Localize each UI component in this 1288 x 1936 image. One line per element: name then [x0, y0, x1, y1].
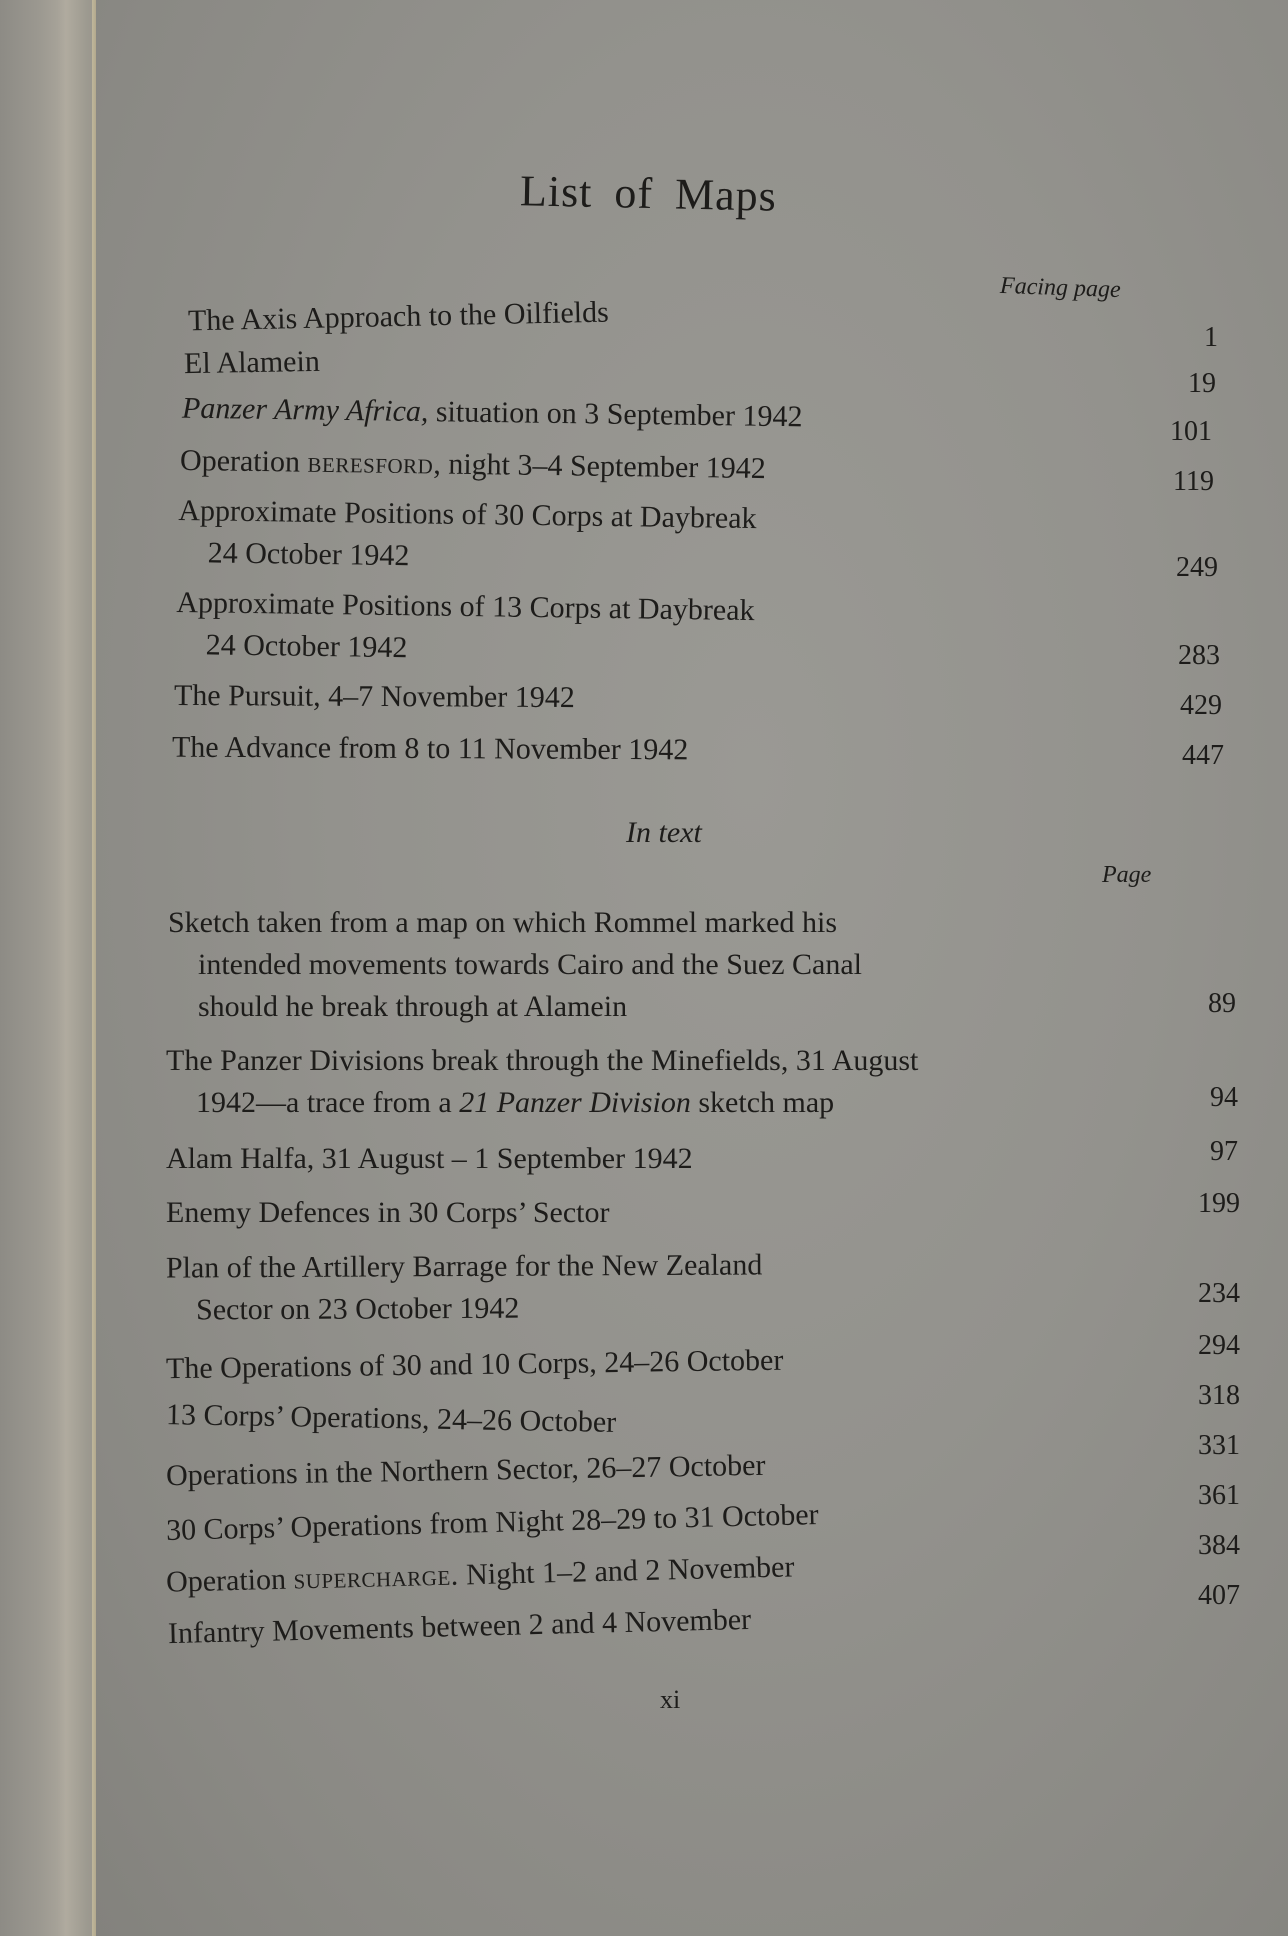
entry-title: Night 1–2 and 2 November	[458, 1550, 795, 1592]
map-entry	[166, 1244, 763, 1331]
page-number: 119	[1173, 466, 1214, 497]
operation-name: supercharge.	[293, 1558, 460, 1596]
entry-title-continuation: Sector on 23 October 1942	[196, 1291, 520, 1327]
entry-title: Operation	[165, 1562, 294, 1599]
map-entry	[182, 388, 803, 439]
entry-title: El Alamein	[183, 344, 321, 381]
facing-page-column-header: Facing page	[999, 272, 1122, 304]
page-number: 447	[1182, 740, 1224, 771]
map-entry	[166, 1394, 617, 1444]
page-number: 318	[1198, 1380, 1240, 1411]
page-column-header: Page	[1102, 862, 1152, 888]
entry-title: Infantry Movements between 2 and 4 November	[167, 1602, 752, 1651]
page-number: 429	[1180, 690, 1222, 721]
page-number: 199	[1198, 1188, 1240, 1219]
entry-title: The Pursuit, 4–7 November 1942	[173, 678, 575, 715]
map-entry	[166, 1546, 795, 1603]
page-number: 1	[1204, 322, 1218, 353]
entry-title: situation on 3 September 1942	[428, 395, 803, 434]
entry-title-continuation: 24 October 1942	[207, 536, 410, 573]
page-number: 384	[1198, 1530, 1240, 1561]
map-entry	[184, 341, 321, 385]
entry-title: Alam Halfa, 31 August – 1 September 1942	[166, 1142, 693, 1175]
entry-title-continuation: sketch map	[690, 1086, 835, 1119]
map-entry	[166, 1445, 766, 1497]
entry-title-italic: 21 Panzer Division	[459, 1086, 691, 1119]
map-entry	[177, 490, 756, 582]
page-folio: xi	[660, 1685, 681, 1714]
book-page	[96, 0, 1288, 1936]
entry-title: The Axis Approach to the Oilfields	[187, 295, 610, 338]
entry-title: Approximate Positions of 13 Corps at Daybreak	[176, 585, 755, 628]
page-number: 97	[1210, 1136, 1238, 1167]
page-number: 234	[1198, 1278, 1240, 1309]
map-entry	[166, 1340, 784, 1391]
map-entry	[166, 1192, 609, 1234]
map-entry	[172, 727, 688, 772]
page-title: List of Maps	[519, 166, 778, 221]
entry-title: The Panzer Divisions break through the Minefields, 31 August	[166, 1044, 919, 1077]
entry-title: Plan of the Artillery Barrage for the New Zealand	[165, 1248, 763, 1285]
page-number: 294	[1198, 1330, 1240, 1361]
page-number: 407	[1198, 1580, 1240, 1611]
entry-title-continuation: should he break through at Alamein	[198, 990, 628, 1023]
map-entry	[168, 902, 862, 1028]
page-number: 283	[1178, 640, 1220, 671]
entry-title: , night 3–4 September 1942	[433, 447, 767, 486]
entry-title: Sketch taken from a map on which Rommel marked his	[168, 906, 838, 939]
entry-title: The Operations of 30 and 10 Corps, 24–26 October	[165, 1343, 784, 1386]
map-entry	[180, 440, 766, 490]
page-number: 361	[1198, 1480, 1240, 1511]
map-entry	[175, 582, 754, 674]
in-text-section-heading: In text	[626, 816, 702, 849]
page-number: 94	[1210, 1082, 1238, 1113]
entry-title-continuation: intended movements towards Cairo and the Suez Canal	[198, 948, 862, 981]
page-number: 101	[1170, 416, 1212, 447]
page-number: 89	[1208, 988, 1236, 1019]
entry-title-continuation: 24 October 1942	[205, 628, 408, 665]
entry-title-continuation: 1942—a trace from a	[196, 1086, 460, 1119]
map-entry	[168, 1599, 752, 1655]
entry-title: The Advance from 8 to 11 November 1942	[171, 730, 689, 767]
map-entry	[166, 1040, 918, 1124]
entry-title: Approximate Positions of 30 Corps at Daybreak	[178, 493, 757, 536]
page-number: 249	[1176, 552, 1218, 583]
entry-title: Enemy Defences in 30 Corps’ Sector	[166, 1196, 610, 1229]
page-number: 19	[1188, 368, 1216, 399]
page-number: 331	[1198, 1430, 1240, 1461]
map-entry	[174, 675, 575, 719]
entry-title: 30 Corps’ Operations from Night 28–29 to 31 October	[165, 1498, 819, 1547]
map-entry	[166, 1138, 693, 1180]
entry-title: 13 Corps’ Operations, 24–26 October	[165, 1398, 617, 1439]
map-entry	[166, 1494, 820, 1552]
operation-name: beresford	[307, 445, 434, 481]
entry-title: Operations in the Northern Sector, 26–27 October	[165, 1448, 766, 1493]
map-entry	[188, 292, 610, 343]
entry-title-italic: Panzer Army Africa,	[181, 391, 429, 429]
entry-title: Operation	[179, 443, 308, 479]
